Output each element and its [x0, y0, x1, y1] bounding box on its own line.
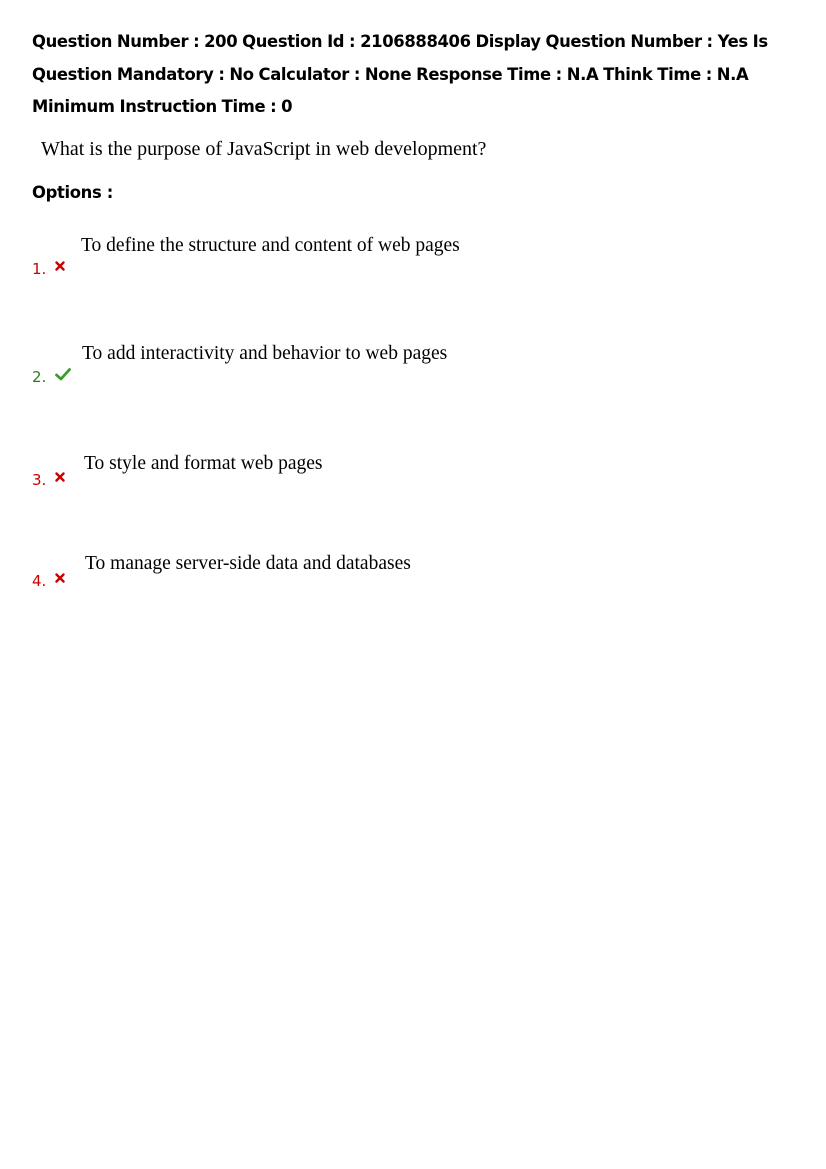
- cross-icon: [55, 573, 65, 583]
- option-4-text: To manage server-side data and databases: [85, 553, 411, 574]
- question-metadata: Question Number : 200 Question Id : 2106888406 Display Question Number : Yes Is Question Mandatory : No Calculator : None Response Time : N.A Think Time : N.A Minimum Instruction Time : 0: [32, 32, 768, 116]
- check-icon: [55, 368, 71, 381]
- option-2-text: To add interactivity and behavior to web pages: [82, 343, 448, 364]
- option-2-marker: [32, 367, 71, 387]
- option-3-marker: [32, 470, 65, 490]
- option-1-marker: [32, 259, 65, 279]
- question-text: What is the purpose of JavaScript in web development?: [41, 138, 487, 160]
- option-4-marker: [32, 571, 65, 591]
- option-3-number: 3.: [32, 471, 47, 489]
- cross-icon: [55, 472, 65, 482]
- options-heading: Options :: [32, 183, 113, 202]
- option-4-number: 4.: [32, 572, 47, 590]
- option-2-number: 2.: [32, 368, 47, 386]
- cross-icon: [55, 261, 65, 271]
- option-1-number: 1.: [32, 260, 47, 278]
- option-3-text: To style and format web pages: [84, 453, 323, 474]
- option-1-text: To define the structure and content of web pages: [81, 235, 460, 256]
